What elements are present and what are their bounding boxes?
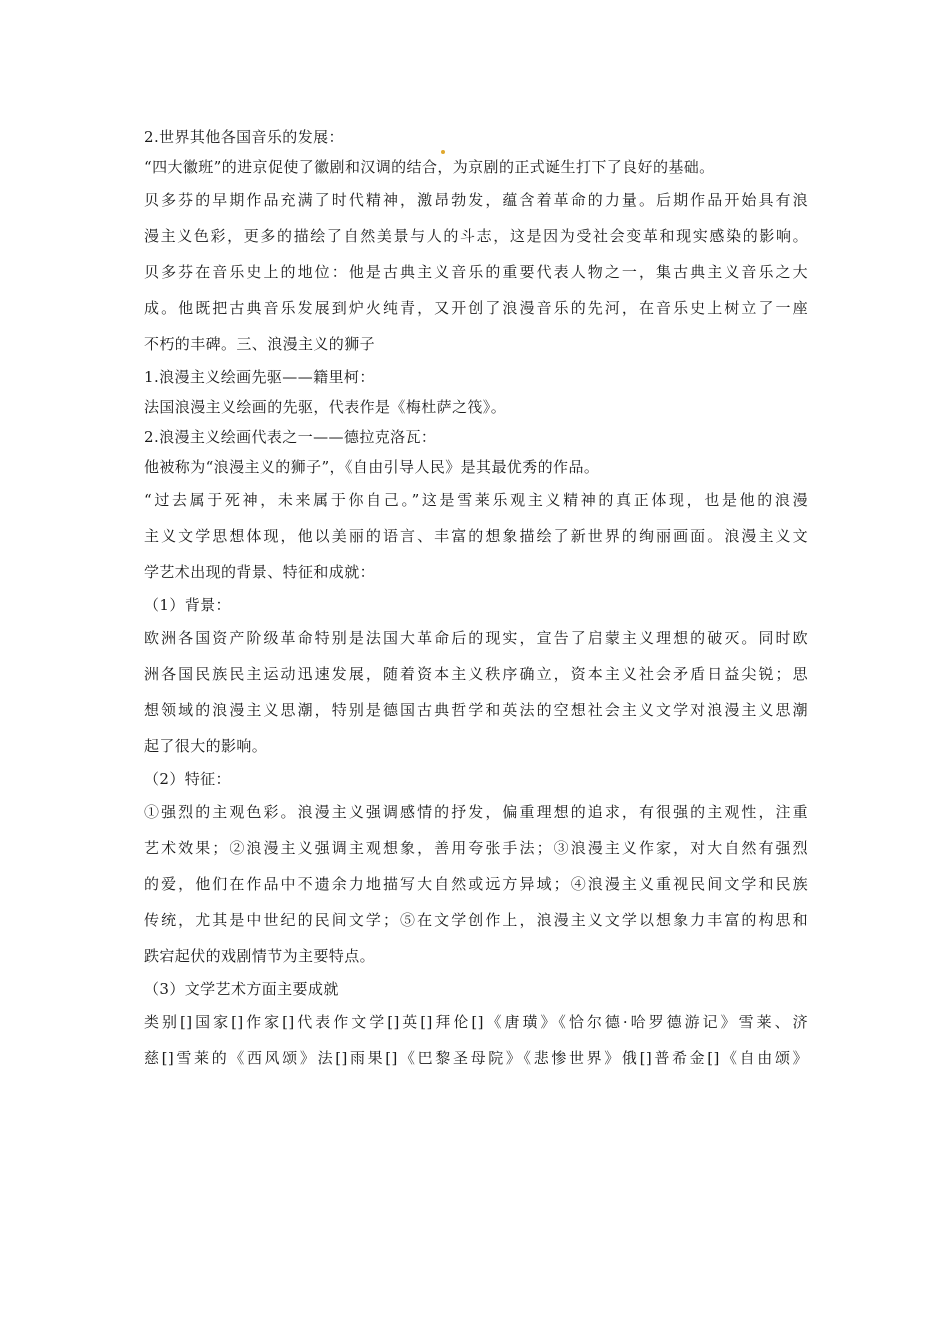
text-line: 洲各国民族民主运动迅速发展，随着资本主义秩序确立，资本主义社会矛盾日益尖锐；思 (144, 665, 808, 683)
text-line: （1）背景： (144, 596, 231, 614)
text-line: （2）特征： (144, 770, 231, 788)
text-line: 不朽的丰碑。三、浪漫主义的狮子 (144, 335, 376, 353)
text-line: 成。他既把古典音乐发展到炉火纯青，又开创了浪漫音乐的先河，在音乐史上树立了一座 (144, 299, 808, 317)
text-line: 欧洲各国资产阶级革命特别是法国大革命后的现实，宣告了启蒙主义理想的破灭。同时欧 (144, 629, 808, 647)
text-line: 2.世界其他各国音乐的发展： (144, 128, 344, 146)
text-line: 的爱，他们在作品中不遗余力地描写大自然或远方异域；④浪漫主义重视民间文学和民族 (144, 875, 808, 893)
text-line: 传统，尤其是中世纪的民间文学；⑤在文学创作上，浪漫主义文学以想象力丰富的构思和 (144, 911, 808, 929)
text-line: 类别[]国家[]作家[]代表作文学[]英[]拜伦[]《唐璜》《恰尔德·哈罗德游记》雪莱、济 (144, 1013, 808, 1031)
text-line: ①强烈的主观色彩。浪漫主义强调感情的抒发，偏重理想的追求，有很强的主观性，注重 (144, 803, 808, 821)
text-line: “过去属于死神，未来属于你自己。”这是雪莱乐观主义精神的真正体现，也是他的浪漫 (144, 491, 808, 509)
text-line: （3）文学艺术方面主要成就 (144, 980, 339, 998)
text-line: 1.浪漫主义绘画先驱——籍里柯： (144, 368, 375, 386)
text-line: 慈[]雪莱的《西风颂》法[]雨果[]《巴黎圣母院》《悲惨世界》俄[]普希金[]《自由颂》 (144, 1049, 808, 1067)
text-line: 主义文学思想体现，他以美丽的语言、丰富的想象描绘了新世界的绚丽画面。浪漫主义文 (144, 527, 808, 545)
text-line: 漫主义色彩，更多的描绘了自然美景与人的斗志，这是因为受社会变革和现实感染的影响。 (144, 227, 808, 245)
text-line: 学艺术出现的背景、特征和成就： (144, 563, 376, 581)
text-line: 法国浪漫主义绘画的先驱，代表作是《梅杜萨之筏》。 (144, 398, 507, 416)
text-line: “四大徽班”的进京促使了徽剧和汉调的结合，为京剧的正式诞生打下了良好的基础。 (144, 158, 715, 176)
text-line: 想领域的浪漫主义思潮，特别是德国古典哲学和英法的空想社会主义文学对浪漫主义思潮 (144, 701, 808, 719)
text-line: 贝多芬的早期作品充满了时代精神，激昂勃发，蕴含着革命的力量。后期作品开始具有浪 (144, 191, 808, 209)
text-line: 2.浪漫主义绘画代表之一——德拉克洛瓦： (144, 428, 437, 446)
text-line: 他被称为“浪漫主义的狮子”，《自由引导人民》是其最优秀的作品。 (144, 458, 600, 476)
text-line: 跌宕起伏的戏剧情节为主要特点。 (144, 947, 376, 965)
text-line: 艺术效果；②浪漫主义强调主观想象，善用夸张手法；③浪漫主义作家，对大自然有强烈 (144, 839, 808, 857)
text-line: 起了很大的影响。 (144, 737, 268, 755)
text-line: 贝多芬在音乐史上的地位：他是古典主义音乐的重要代表人物之一，集古典主义音乐之大 (144, 263, 808, 281)
document-body (144, 122, 808, 1076)
